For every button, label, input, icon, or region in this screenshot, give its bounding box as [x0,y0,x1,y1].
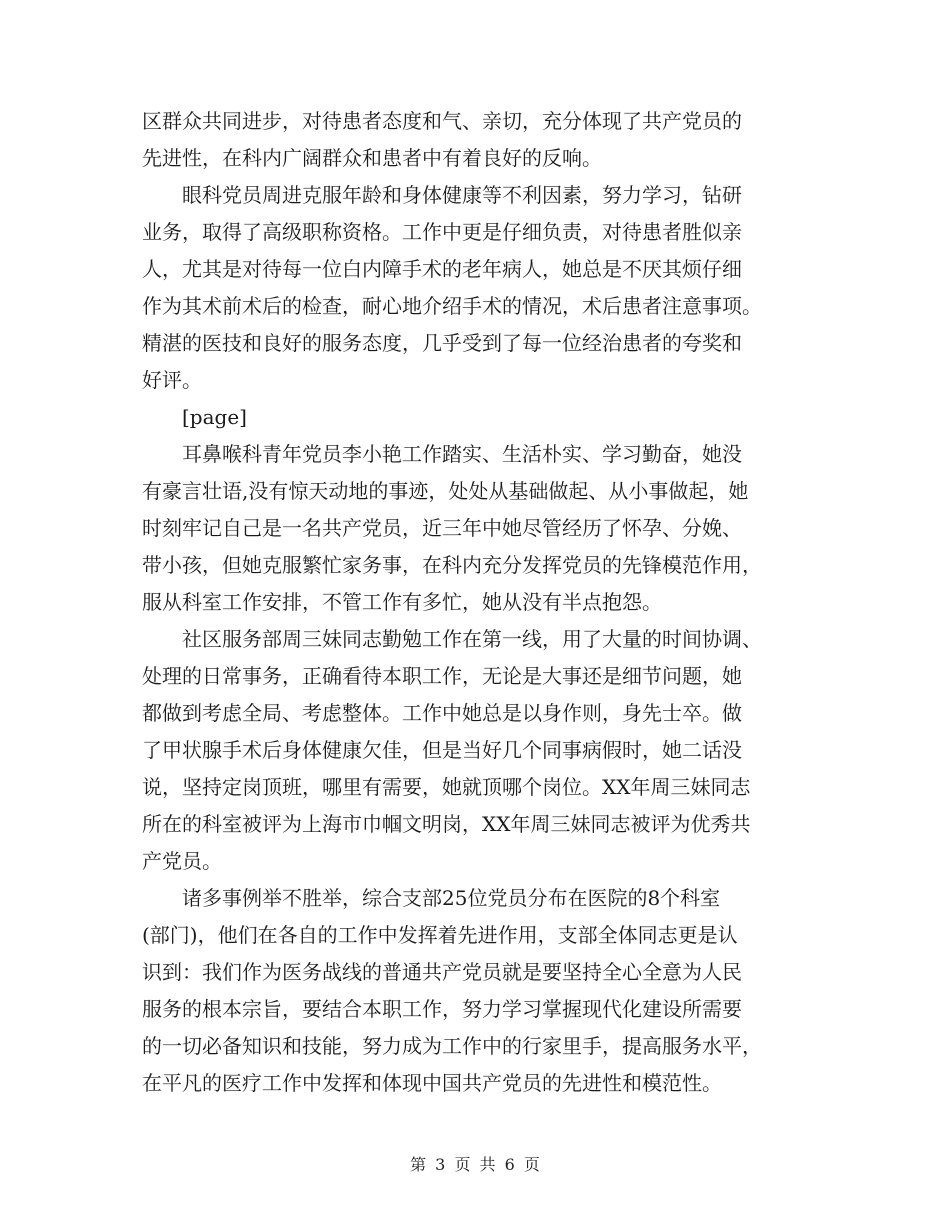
paragraph [142,880,832,1102]
text-line: 诸多事例举不胜举，综合支部25位党员分布在医院的8个科室 [142,886,721,910]
text-line: 带小孩，但她克服繁忙家务事，在科内充分发挥党员的先锋模范作用， [142,553,762,577]
text-line: 在平凡的医疗工作中发挥和体现中国共产党员的先进性和模范性。 [142,1071,722,1095]
text-line: 时刻牢记自己是一名共产党员，近三年中她尽管经历了怀孕、分娩、 [142,516,742,540]
text-line: 有豪言壮语,没有惊天动地的事迹，处处从基础做起、从小事做起，她 [142,479,749,503]
text-line: 服务的根本宗旨，要结合本职工作，努力学习掌握现代化建设所需要 [142,997,742,1021]
text-line: 好评。 [142,368,202,392]
text-line: 区群众共同进步，对待患者态度和气、亲切，充分体现了共产党员的 [142,109,742,133]
text-line: (部门)，他们在各自的工作中发挥着先进作用，支部全体同志更是认 [142,923,738,947]
page-number-footer: 第 3 页 共 6 页 [410,1155,540,1174]
body-text [142,103,832,1102]
text-line: 社区服务部周三妹同志勤勉工作在第一线，用了大量的时间协调、 [142,627,762,651]
text-line: 所在的科室被评为上海市巾帼文明岗，XX年周三妹同志被评为优秀共 [142,812,751,836]
text-line: 精湛的医技和良好的服务态度，几乎受到了每一位经治患者的夸奖和 [142,331,742,355]
text-line: 都做到考虑全局、考虑整体。工作中她总是以身作则，身先士卒。做 [142,701,742,725]
text-line: 处理的日常事务，正确看待本职工作，无论是大事还是细节问题，她 [142,664,742,688]
text-line: 眼科党员周进克服年龄和身体健康等不利因素，努力学习，钻研 [142,183,742,207]
text-line: 业务，取得了高级职称资格。工作中更是仔细负责，对待患者胜似亲 [142,220,742,244]
text-line: 的一切必备知识和技能，努力成为工作中的行家里手，提高服务水平， [142,1034,762,1058]
text-line: 先进性，在科内广阔群众和患者中有着良好的反响。 [142,146,602,170]
paragraph [142,177,832,399]
text-line: 产党员。 [142,849,222,873]
text-line: 人，尤其是对待每一位白内障手术的老年病人，她总是不厌其烦仔细 [142,257,742,281]
page-marker [142,399,832,436]
paragraph [142,621,832,880]
text-line: 作为其术前术后的检查，耐心地介绍手术的情况，术后患者注意事项。 [142,294,762,318]
text-line: 服从科室工作安排，不管工作有多忙，她从没有半点抱怨。 [142,590,662,614]
paragraph [142,436,832,621]
text-line: 了甲状腺手术后身体健康欠佳，但是当好几个同事病假时，她二话没 [142,738,742,762]
text-line: 耳鼻喉科青年党员李小艳工作踏实、生活朴实、学习勤奋，她没 [142,442,742,466]
text-line: 说，坚持定岗顶班，哪里有需要，她就顶哪个岗位。XX年周三妹同志 [142,775,751,799]
text-line: [page] [142,405,247,429]
paragraph [142,103,832,177]
text-line: 识到：我们作为医务战线的普通共产党员就是要坚持全心全意为人民 [142,960,742,984]
